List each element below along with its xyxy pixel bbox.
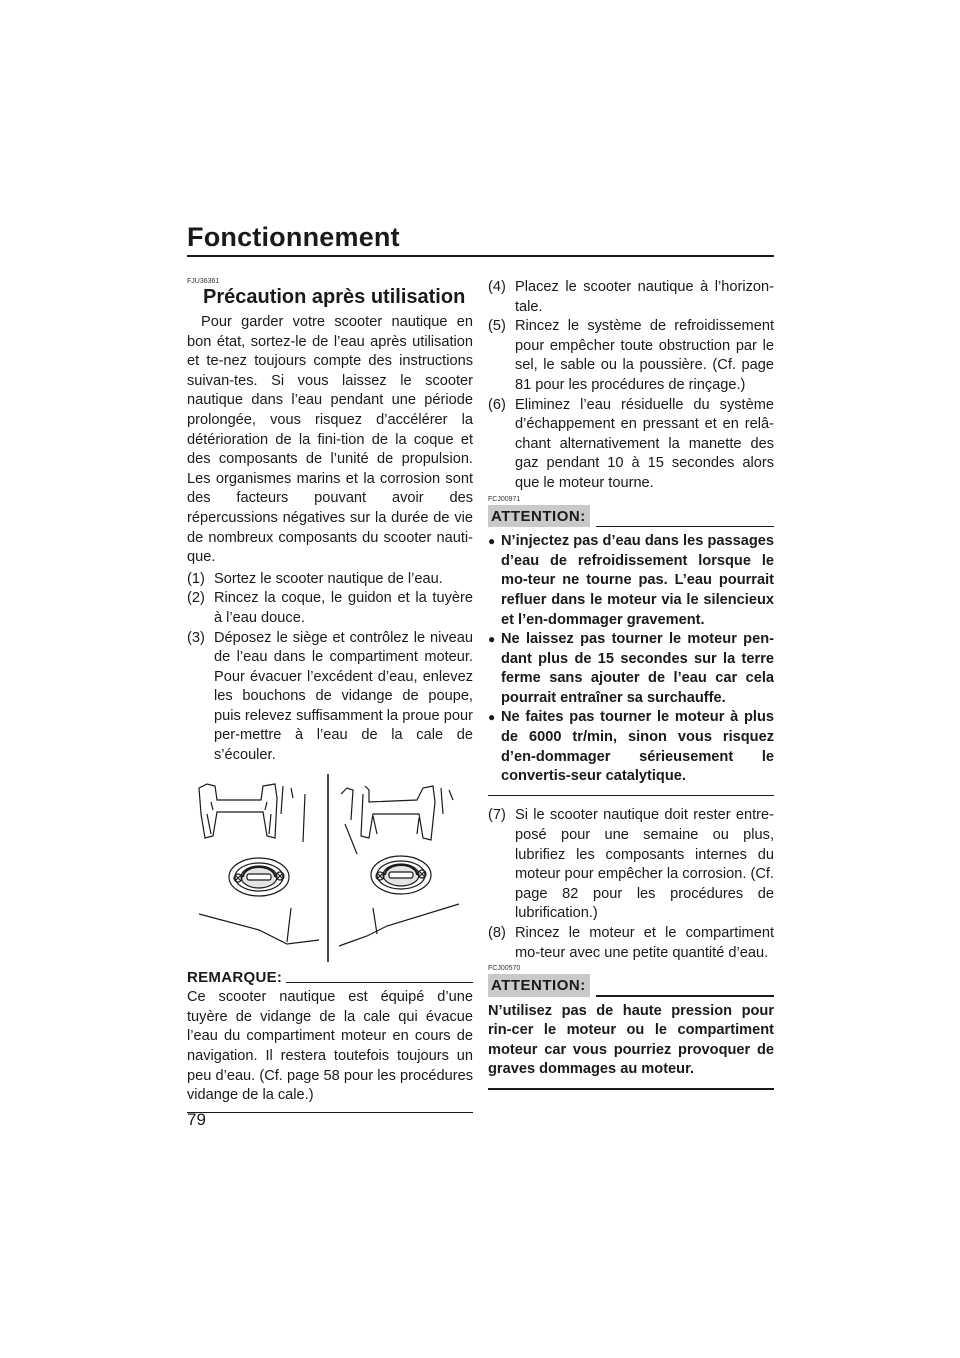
attention-item — [488, 708, 774, 786]
bullet-icon: ● — [488, 632, 496, 647]
attention-header — [488, 505, 774, 528]
attention-item-text: N’injectez pas d’eau dans les passages d’eau de refroidissement lorsque le mo-teur ne tourne pas. L’eau pourrait refluer dans le moteur via le silencieux et l’en-dommager gravement. — [501, 533, 774, 628]
step-text: Eliminez l’eau résiduelle du système d’échappement en pressant et en relâ-chant alternativement la manette des gaz pendant 10 à 15 secondes alors que le moteur tourne. — [515, 396, 774, 491]
step-item — [488, 317, 774, 395]
attention-block-2 — [488, 965, 774, 1089]
step-number: (1) — [187, 570, 205, 587]
attention-end-rule — [488, 1088, 774, 1090]
step-item — [488, 924, 774, 963]
step-text: Sortez le scooter nautique de l’eau. — [214, 570, 443, 587]
right-column — [488, 278, 774, 1090]
step-item — [488, 278, 774, 317]
step-number: (2) — [187, 590, 205, 607]
attention-item-text: Ne faites pas tourner le moteur à plus de 6000 tr/min, sinon vous risquez d’en-dommager sérieusement le convertis-seur catalytique. — [501, 709, 774, 785]
bullet-icon: ● — [488, 710, 496, 725]
step-text: Rincez le système de refroidissement pour empêcher toute obstruction par le sel, le sable ou la poussière. (Cf. page 81 pour les procédures de rinçage.) — [515, 318, 774, 393]
step-text: Rincez le moteur et le compartiment mo-teur avec une petite quantité d’eau. — [515, 924, 774, 961]
attention-label: ATTENTION: — [488, 974, 590, 997]
page-header-title: Fonctionnement — [187, 222, 400, 252]
note-label: REMARQUE: — [187, 968, 283, 986]
attention-end-rule — [488, 795, 774, 797]
attention-item — [488, 532, 774, 630]
step-number: (8) — [488, 924, 506, 941]
step-text: Si le scooter nautique doit rester entre-posé pour une semaine ou plus, lubrifiez les composants internes du moteur pour empêcher la corrosion. (Cf. page 82 pour les procédures de lubrification.) — [515, 807, 774, 922]
header-rule — [187, 255, 774, 257]
steps-list-2 — [488, 278, 774, 494]
step-item — [187, 570, 473, 590]
steps-list-3 — [488, 806, 774, 963]
left-column — [187, 278, 473, 1113]
step-number: (5) — [488, 318, 506, 335]
bullet-icon: ● — [488, 534, 496, 549]
attention-code: FCJ00570 — [488, 965, 521, 973]
note-header-rule — [286, 982, 473, 984]
drain-plug-illustration — [187, 774, 473, 962]
attention-header — [488, 974, 774, 997]
attention-text: N’utilisez pas de haute pression pour rin-cer le moteur ou le compartiment moteur car vous pourriez provoquer de graves dommages au moteur. — [488, 1002, 774, 1078]
note-end-rule — [187, 1112, 473, 1114]
attention-item — [488, 630, 774, 708]
attention-code: FCJ00971 — [488, 495, 521, 503]
attention-header-rule — [596, 526, 774, 528]
drain-plug-drawing — [187, 774, 473, 962]
step-text: Rincez la coque, le guidon et la tuyère à l’eau douce. — [214, 590, 473, 626]
intro-paragraph: Pour garder votre scooter nautique en bon état, sortez-le de l’eau après utilisation et te-nez toujours compte des instructions suivan-tes. Si vous laissez le scooter nautique dans l’eau pendant une période prolongée, vous risquez d’accélérer la détérioration de la fini-tion de la coque et des composants de l’unité de propulsion. Les organismes marins et la corrosion sont des facteurs pouvant avoir des répercussions négatives sur la durée de vie de nombreux composants du scooter nauti-que. — [187, 314, 473, 566]
step-number: (3) — [187, 629, 205, 646]
step-item — [187, 589, 473, 628]
page-number: 79 — [187, 1110, 206, 1129]
step-item — [187, 629, 473, 766]
step-item — [488, 806, 774, 924]
step-text: Placez le scooter nautique à l’horizon-tale. — [515, 279, 774, 315]
attention-list — [488, 532, 774, 787]
step-number: (7) — [488, 807, 506, 824]
attention-header-rule — [596, 995, 774, 997]
attention-label: ATTENTION: — [488, 505, 590, 528]
section-code: FJU36361 — [187, 278, 220, 285]
attention-item-text: Ne laissez pas tourner le moteur pen-dant plus de 15 secondes sur la terre ferme sans ajouter de l’eau car cela pourrait entraîner sa surchauffe. — [501, 631, 774, 706]
section-heading: Précaution après utilisation — [203, 286, 466, 308]
step-number: (6) — [488, 396, 506, 413]
attention-block-1 — [488, 496, 774, 797]
note-header — [187, 968, 473, 988]
steps-list-1 — [187, 570, 473, 766]
step-text: Déposez le siège et contrôlez le niveau de l’eau dans le compartiment moteur. Pour évacuer l’excédent d’eau, enlevez les bouchons de vidange de poupe, puis relevez suffisamment la proue pour per-mettre à l’eau de la cale de s’écouler. — [214, 629, 473, 764]
step-item — [488, 396, 774, 494]
step-number: (4) — [488, 279, 506, 295]
note-text: Ce scooter nautique est équipé d’une tuyère de vidange de la cale qui évacue l’eau du compartiment moteur en cours de navigation. Il restera toutefois toujours un peu d’eau. (Cf. page 58 pour les procédures vidange de la cale.) — [187, 989, 473, 1104]
